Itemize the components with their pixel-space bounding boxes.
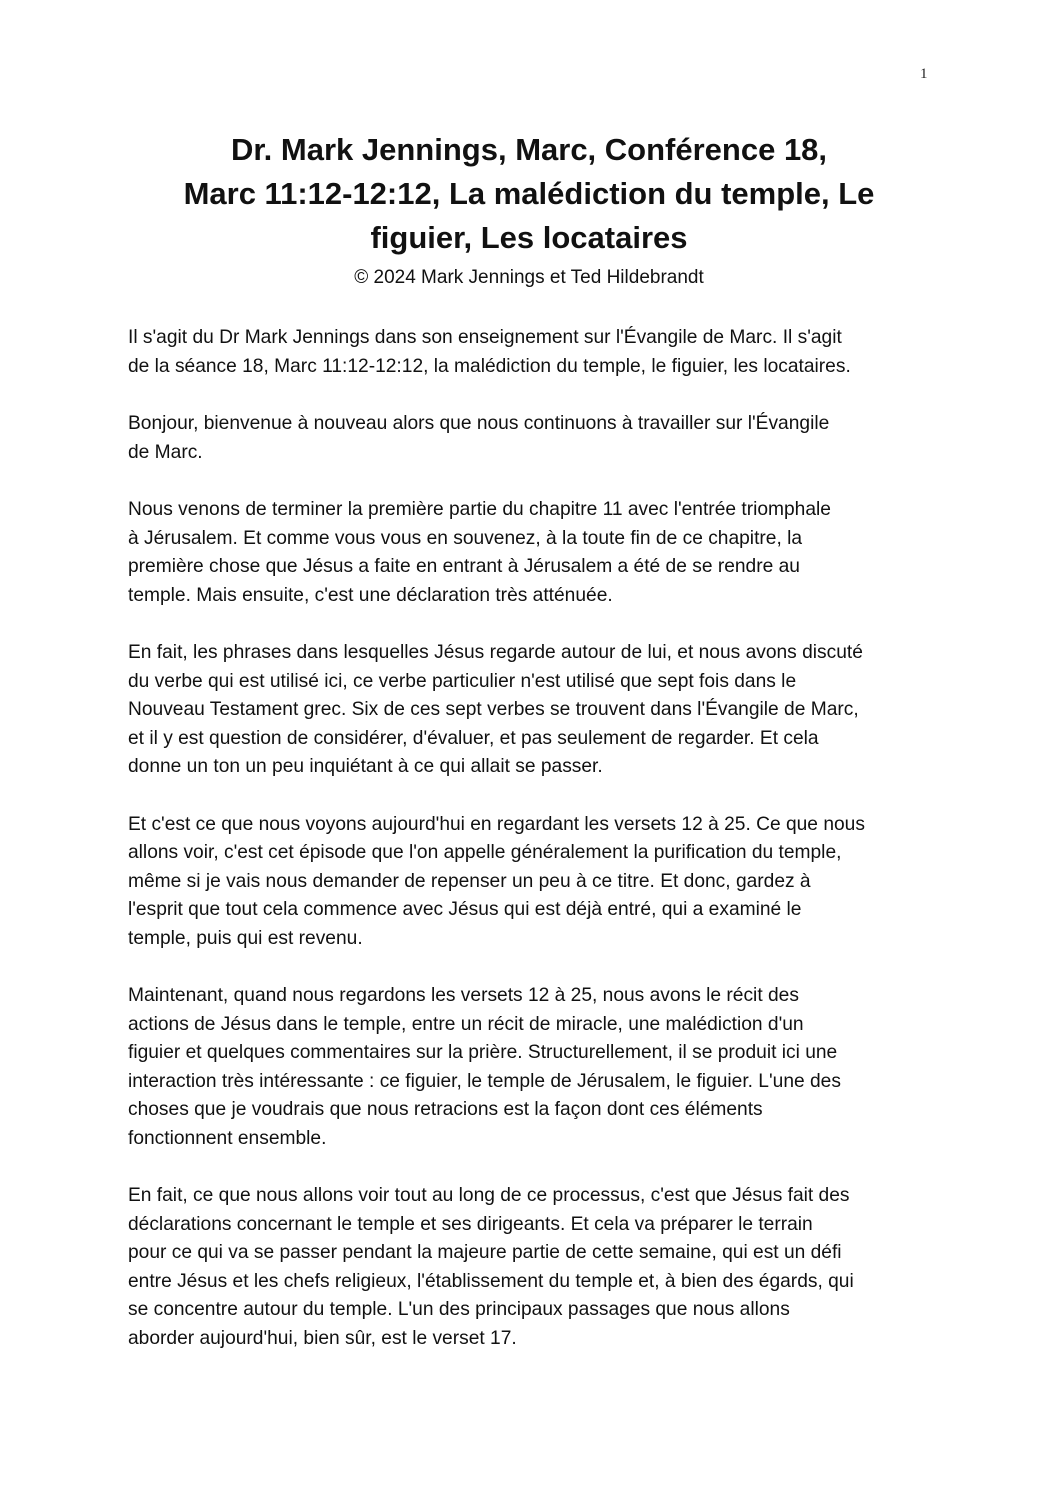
- paragraph: [128, 811, 938, 954]
- text-line: allons voir, c'est cet épisode que l'on appelle généralement la purification du temple,: [128, 842, 842, 863]
- paragraph: [128, 410, 938, 467]
- title-line: Dr. Mark Jennings, Marc, Conférence 18,: [230, 132, 828, 167]
- paragraph: [128, 496, 938, 610]
- text-line: choses que je voudrais que nous retracions est la façon dont ces éléments: [128, 1099, 763, 1120]
- text-line: Et c'est ce que nous voyons aujourd'hui en regardant les versets 12 à 25. Ce que nous: [128, 813, 865, 835]
- text-line: Il s'agit du Dr Mark Jennings dans son enseignement sur l'Évangile de Marc. Il s'agit: [128, 327, 842, 348]
- paragraph: [128, 982, 938, 1153]
- text-line: première chose que Jésus a faite en entrant à Jérusalem a été de se rendre au: [128, 556, 800, 577]
- text-line: fonctionnent ensemble.: [128, 1127, 327, 1149]
- text-line: actions de Jésus dans le temple, entre un récit de miracle, une malédiction d'un: [128, 1013, 804, 1035]
- title-line: Marc 11:12-12:12, La malédiction du temple, Le: [183, 176, 875, 211]
- text-line: de Marc.: [128, 441, 203, 463]
- text-line: aborder aujourd'hui, bien sûr, est le verset 17.: [128, 1327, 517, 1349]
- text-line: à Jérusalem. Et comme vous vous en souvenez, à la toute fin de ce chapitre, la: [128, 527, 803, 549]
- text-line: entre Jésus et les chefs religieux, l'établissement du temple et, à bien des égards, qui: [128, 1270, 854, 1292]
- document-header: [100, 128, 958, 291]
- page-number: 1: [920, 66, 928, 82]
- text-line: même si je vais nous demander de repenser un peu à ce titre. Et donc, gardez à: [128, 870, 811, 892]
- text-line: En fait, les phrases dans lesquelles Jésus regarde autour de lui, et nous avons discuté: [128, 642, 863, 663]
- text-line: Nous venons de terminer la première partie du chapitre 11 avec l'entrée triomphale: [128, 499, 831, 520]
- text-line: du verbe qui est utilisé ici, ce verbe particulier n'est utilisé que sept fois dans le: [128, 670, 797, 692]
- text-line: interaction très intéressante : ce figuier, le temple de Jérusalem, le figuier. L'une des: [128, 1070, 841, 1092]
- paragraph: [128, 1182, 938, 1353]
- text-line: Nouveau Testament grec. Six de ces sept verbes se trouvent dans l'Évangile de Marc,: [128, 699, 859, 720]
- title-line: figuier, Les locataires: [370, 220, 688, 255]
- text-line: temple, puis qui est revenu.: [128, 927, 363, 949]
- text-line: l'esprit que tout cela commence avec Jésus qui est déjà entré, qui a examiné le: [128, 899, 802, 920]
- document-body: [128, 324, 938, 1382]
- text-line: Maintenant, quand nous regardons les versets 12 à 25, nous avons le récit des: [128, 985, 799, 1006]
- text-line: temple. Mais ensuite, c'est une déclaration très atténuée.: [128, 584, 613, 606]
- text-line: Bonjour, bienvenue à nouveau alors que nous continuons à travailler sur l'Évangile: [128, 413, 830, 434]
- text-line: figuier et quelques commentaires sur la prière. Structurellement, il se produit ici une: [128, 1042, 838, 1063]
- copyright-notice: © 2024 Mark Jennings et Ted Hildebrandt: [354, 267, 704, 288]
- text-line: se concentre autour du temple. L'un des principaux passages que nous allons: [128, 1299, 790, 1320]
- paragraph: [128, 639, 938, 782]
- text-line: donne un ton un peu inquiétant à ce qui allait se passer.: [128, 756, 603, 777]
- text-line: En fait, ce que nous allons voir tout au long de ce processus, c'est que Jésus fait des: [128, 1185, 850, 1206]
- paragraph: [128, 324, 938, 381]
- text-line: déclarations concernant le temple et ses dirigeants. Et cela va préparer le terrain: [128, 1213, 813, 1235]
- text-line: et il y est question de considérer, d'évaluer, et pas seulement de regarder. Et cela: [128, 727, 819, 749]
- text-line: pour ce qui va se passer pendant la majeure partie de cette semaine, qui est un défi: [128, 1242, 842, 1263]
- text-line: de la séance 18, Marc 11:12-12:12, la malédiction du temple, le figuier, les locataires.: [128, 355, 851, 377]
